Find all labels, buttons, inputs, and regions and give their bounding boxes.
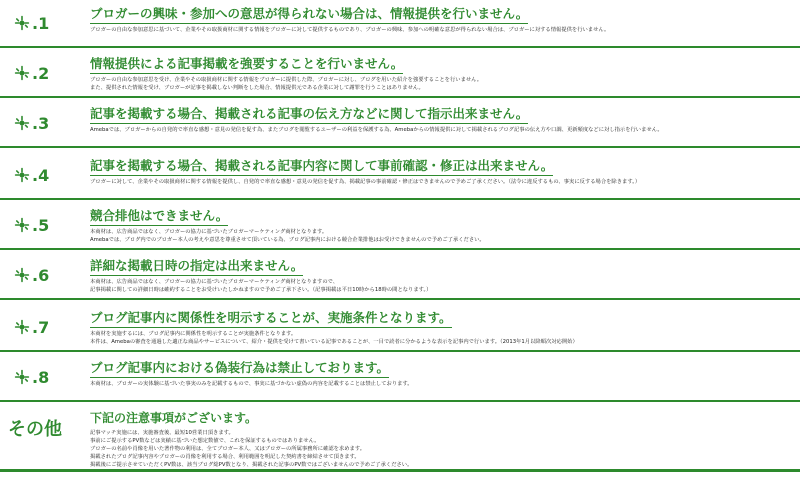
rule-number-text: .2 xyxy=(32,64,50,83)
rule-item xyxy=(0,252,800,300)
rule-description-line: ブロガーの名前や肖像を用いた著作物の利用は、全てブロガー本人、又はブロガーの所属事務所に確認を求めます。 xyxy=(90,446,366,452)
rule-item xyxy=(0,50,800,98)
rule-number-text: その他 xyxy=(8,419,62,440)
rule-number-text: .6 xyxy=(32,266,50,285)
rule-item xyxy=(0,0,800,48)
rule-number xyxy=(8,418,83,442)
rule-item xyxy=(0,354,800,402)
star-bullet-icon xyxy=(14,216,30,232)
rule-title: 記事を掲載する場合、掲載される記事内容に関して事前確認・修正は出来ません。 xyxy=(90,158,553,176)
rule-content xyxy=(90,53,790,92)
rule-description-line: 掲載されたブログ記事内容やブロガーの肖像を利用する場合、利用範囲を明記した契約書を締結させて頂きます。 xyxy=(90,454,360,460)
rule-description-line: 掲載後にご提示させていただくPV数は、該当ブログ総PV数となり、掲載された記事のPV数ではございませんので予めご了承ください。 xyxy=(90,462,413,468)
star-bullet-icon xyxy=(14,64,30,80)
rule-item xyxy=(0,202,800,250)
rule-number xyxy=(14,62,74,86)
rule-title: ブロガーの興味・参加への意思が得られない場合は、情報提供を行いません。 xyxy=(90,6,528,24)
rule-description-line: また、提供された情報を受け、ブロガーが記事を掲載しない判断をした場合、情報提供元である企業に対して謝罪を行うことはありません。 xyxy=(90,85,424,91)
rule-description-line: 本件は、Amebaの審査を通過した適正な商品やサービスについて、紹介・提供を受けて書いている記事であることが、一目で読者に分かるような表示を記事内で行います。（2013年1月以降順次対応開始） xyxy=(90,339,578,345)
rule-description-line: 記事マッチ実施には、実施審査後、最短10営業日頂きます。 xyxy=(90,430,234,436)
rule-number xyxy=(14,12,74,36)
star-bullet-icon xyxy=(14,114,30,130)
rule-number-text: .8 xyxy=(32,368,50,387)
rule-number-text: .3 xyxy=(32,114,50,133)
rule-number xyxy=(14,214,74,238)
rule-number-text: .1 xyxy=(32,14,50,33)
star-bullet-icon xyxy=(14,266,30,282)
rule-content xyxy=(90,407,790,469)
rule-description-line: 記事掲載に関しての詳細日時は確約することをお受けいたしかねますので予めご了承下さい。（記事掲載は平日10時から18時の間となります。） xyxy=(90,287,432,293)
rule-number xyxy=(14,366,74,390)
rule-other xyxy=(0,404,800,472)
rule-title: ブログ記事内における偽装行為は禁止しております。 xyxy=(90,360,389,378)
rule-content xyxy=(90,155,790,186)
rule-title: 詳細な掲載日時の指定は出来ません。 xyxy=(90,258,303,276)
rule-content xyxy=(90,3,790,34)
rule-number xyxy=(14,316,74,340)
rule-description-line: ブロガーの自由な参加意思に基づいて、企業やその取扱商材に関する情報をブロガーに対して提供するものであり、ブロガーの興味、参加への明確な意思が得られない場合は、ブロガーに対する情報提供を行いません。 xyxy=(90,27,610,33)
star-bullet-icon xyxy=(14,368,30,384)
rule-content xyxy=(90,103,790,134)
rule-description-line: 本商材は、広告商品ではなく、ブロガーの協力に基づいたブロガーマーケティング商材となりますので、 xyxy=(90,279,339,285)
rule-number xyxy=(14,264,74,288)
rule-description-line: 本商材は、ブロガーの実体験に基づいた事実のみを記載するもので、事実に基づかない虚偽の内容を記載することは禁止しております。 xyxy=(90,381,413,387)
rule-description-line: ブロガーの自由な参加意思を受け、企業やその取扱商材に関する情報をブロガーに提供した際、ブロガーに対し、ブログを用いた紹介を強要することを行いません。 xyxy=(90,77,483,83)
star-bullet-icon xyxy=(14,166,30,182)
rule-description-line: Amebaでは、ブログ内でのブロガー本人の考えや意思を尊重させて頂いている為、ブログ記事内における競合企業排他はお受けできませんので予めご了承ください。 xyxy=(90,237,485,243)
rule-number xyxy=(14,112,74,136)
rule-title: 記事を掲載する場合、掲載される記事の伝え方などに関して指示出来ません。 xyxy=(90,106,528,124)
star-bullet-icon xyxy=(14,318,30,334)
rule-title: 下記の注意事項がございます。 xyxy=(90,411,258,425)
rule-number-text: .4 xyxy=(32,166,50,185)
rule-number-text: .7 xyxy=(32,318,50,337)
rule-description-line: 事前にご提示するPV数などは実績に基づいた想定数値で、これを保証するものではありません。 xyxy=(90,438,320,444)
rule-description-line: 本商材は、広告商品ではなく、ブロガーの協力に基づいたブロガーマーケティング商材となります。 xyxy=(90,229,328,235)
rule-description-line: Amebaでは、ブロガーからの自発的で率直な感想・意見の発信を促す為、またブログを閲覧するユーザーの利益を保護する為、Amebaからの情報提供に対して掲載されるブログ記事の伝え方や口調、更新頻度などに対し指示を行いません。 xyxy=(90,127,663,133)
rule-content xyxy=(90,307,790,346)
rule-item xyxy=(0,100,800,148)
star-bullet-icon xyxy=(14,14,30,30)
rule-content xyxy=(90,255,790,294)
rule-item xyxy=(0,152,800,200)
rule-title: ブログ記事内に関係性を明示することが、実施条件となります。 xyxy=(90,310,452,328)
rule-description-line: ブロガーに対して、企業やその取扱商材に関する情報を提供し、自発的で率直な感想・意見の発信を促す為、掲載記事の事前確認・修正はできませんので予めご了承ください。（法令に違反するもの、事実に反する場合を除きます。） xyxy=(90,179,641,185)
rule-title: 競合排他はできません。 xyxy=(90,208,228,226)
rule-number-text: .5 xyxy=(32,216,50,235)
rule-content xyxy=(90,205,790,244)
rule-item xyxy=(0,304,800,352)
rule-number xyxy=(14,164,74,188)
rule-content xyxy=(90,357,790,388)
rule-title: 情報提供による記事掲載を強要することを行いません。 xyxy=(90,56,403,74)
rule-description-line: 本商材を実施するには、ブログ記事内に関係性を明示することが実施条件となります。 xyxy=(90,331,297,337)
